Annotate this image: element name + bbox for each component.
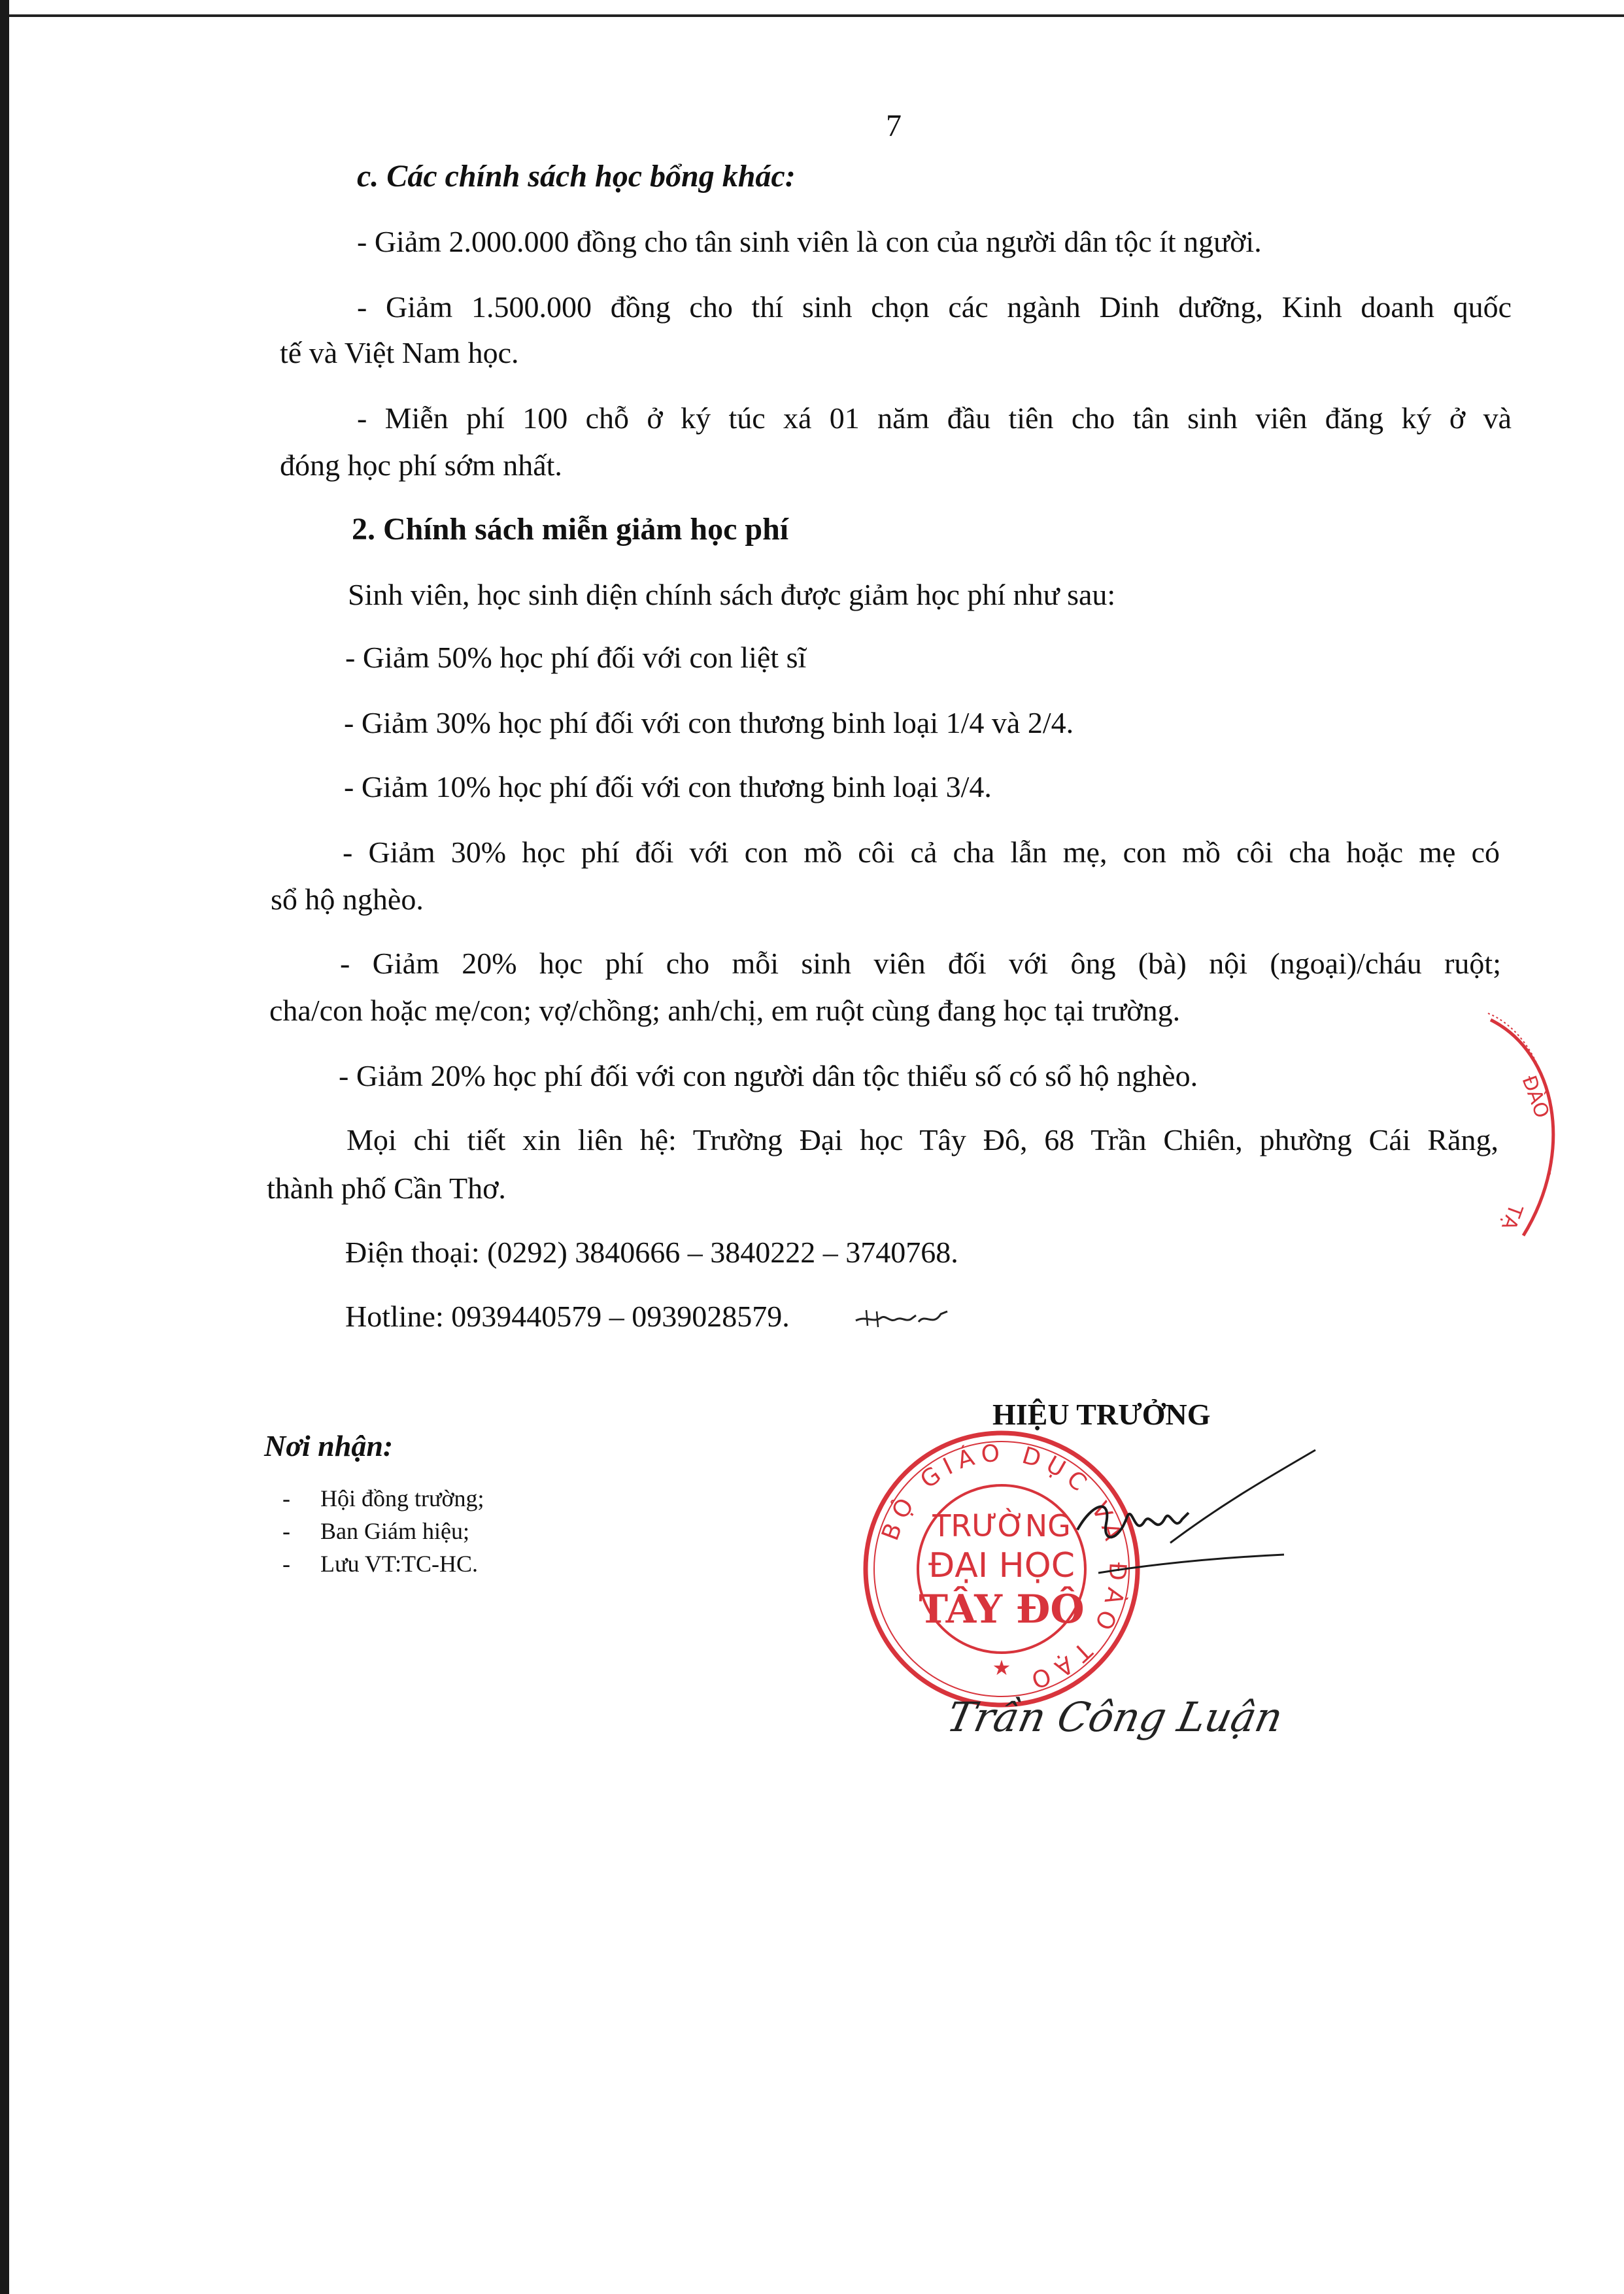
signature-title: HIỆU TRƯỞNG xyxy=(992,1398,1211,1431)
signer-name: Trần Công Luận xyxy=(943,1693,1287,1741)
section-c-item-3-line-2: đóng học phí sớm nhất. xyxy=(280,448,562,482)
recipient-bullet: - xyxy=(282,1551,290,1577)
section-2-item-4-line-1: - Giảm 30% học phí đối với con mồ côi cả cha lẫn mẹ, con mồ côi cha hoặc mẹ có xyxy=(343,835,1500,869)
contact-line-2: thành phố Cần Thơ. xyxy=(267,1172,506,1205)
handwritten-signature xyxy=(1072,1445,1334,1589)
section-2-item-1: - Giảm 50% học phí đối với con liệt sĩ xyxy=(345,641,807,674)
stamp-line-3: TÂY ĐÔ xyxy=(919,1587,1085,1632)
section-c-item-2-line-1: - Giảm 1.500.000 đồng cho thí sinh chọn các ngành Dinh dưỡng, Kinh doanh quốc xyxy=(357,290,1512,324)
recipient-item-3: Lưu VT:TC-HC. xyxy=(320,1551,479,1577)
section-c-heading: c. Các chính sách học bổng khác: xyxy=(357,159,796,194)
svg-text:ĐÀO: ĐÀO xyxy=(1517,1072,1554,1122)
section-2-heading: 2. Chính sách miễn giảm học phí xyxy=(352,512,789,547)
partial-seal xyxy=(1484,1007,1576,1249)
contact-phone: Điện thoại: (0292) 3840666 – 3840222 – 3740768. xyxy=(345,1236,958,1269)
scan-left-edge xyxy=(0,0,9,2294)
recipients-heading: Nơi nhận: xyxy=(264,1429,394,1462)
scan-top-edge xyxy=(0,0,1624,17)
svg-text:TẠ: TẠ xyxy=(1497,1201,1527,1233)
section-2-intro: Sinh viên, học sinh diện chính sách được giảm học phí như sau: xyxy=(348,578,1116,611)
section-2-item-5-line-2: cha/con hoặc mẹ/con; vợ/chồng; anh/chị, em ruột cùng đang học tại trường. xyxy=(269,994,1181,1027)
recipient-bullet: - xyxy=(282,1518,290,1544)
section-c-item-2-line-2: tế và Việt Nam học. xyxy=(280,336,519,369)
stamp-line-2: ĐẠI HỌC xyxy=(928,1546,1075,1585)
contact-line-1: Mọi chi tiết xin liên hệ: Trường Đại học Tây Đô, 68 Trần Chiên, phường Cái Răng, xyxy=(347,1123,1498,1156)
stamp-ring-text: BỘ GIÁO DỤC VÀ ĐÀO TẠO xyxy=(877,1440,1131,1695)
stamp-star-icon: ★ xyxy=(992,1655,1011,1680)
section-2-item-4-line-2: sổ hộ nghèo. xyxy=(271,883,424,916)
section-2-item-6: - Giảm 20% học phí đối với con người dân tộc thiểu số có sổ hộ nghèo. xyxy=(339,1059,1198,1092)
page-number: 7 xyxy=(886,109,902,143)
section-2-item-3: - Giảm 10% học phí đối với con thương binh loại 3/4. xyxy=(344,770,992,803)
section-2-item-2: - Giảm 30% học phí đối với con thương binh loại 1/4 và 2/4. xyxy=(344,706,1074,739)
recipient-item-2: Ban Giám hiệu; xyxy=(320,1518,469,1544)
recipient-item-1: Hội đồng trường; xyxy=(320,1485,484,1511)
initials-scribble xyxy=(853,1301,951,1334)
stamp-line-1: TRƯỜNG xyxy=(932,1508,1071,1543)
recipient-bullet: - xyxy=(282,1485,290,1511)
section-2-item-5-line-1: - Giảm 20% học phí cho mỗi sinh viên đối với ông (bà) nội (ngoại)/cháu ruột; xyxy=(340,947,1501,980)
section-c-item-1: - Giảm 2.000.000 đồng cho tân sinh viên là con của người dân tộc ít người. xyxy=(357,225,1262,258)
contact-hotline: Hotline: 0939440579 – 0939028579. xyxy=(345,1300,790,1333)
section-c-item-3-line-1: - Miễn phí 100 chỗ ở ký túc xá 01 năm đầu tiên cho tân sinh viên đăng ký ở và xyxy=(357,401,1512,435)
